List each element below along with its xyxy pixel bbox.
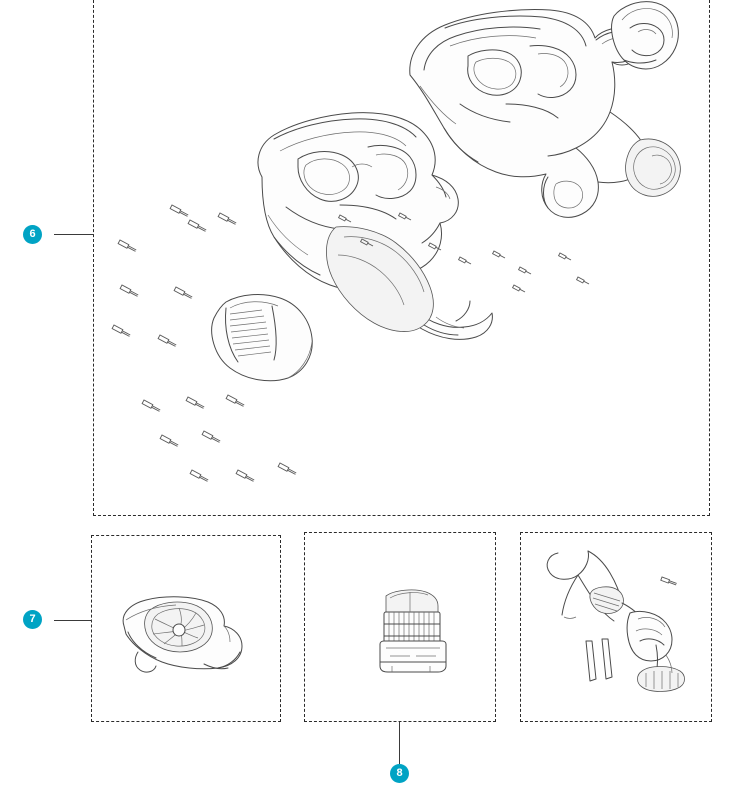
- leader-line-6: [54, 234, 94, 235]
- callout-badge-8[interactable]: 8: [390, 764, 409, 783]
- callout-badge-6[interactable]: 6: [23, 225, 42, 244]
- group-box-7c: [520, 532, 712, 722]
- group-box-6: [93, 0, 710, 516]
- group-box-7b: [304, 532, 496, 722]
- leader-line-7: [54, 620, 92, 621]
- leader-line-8: [399, 722, 400, 764]
- callout-badge-7[interactable]: 7: [23, 610, 42, 629]
- group-box-7a: [91, 535, 281, 722]
